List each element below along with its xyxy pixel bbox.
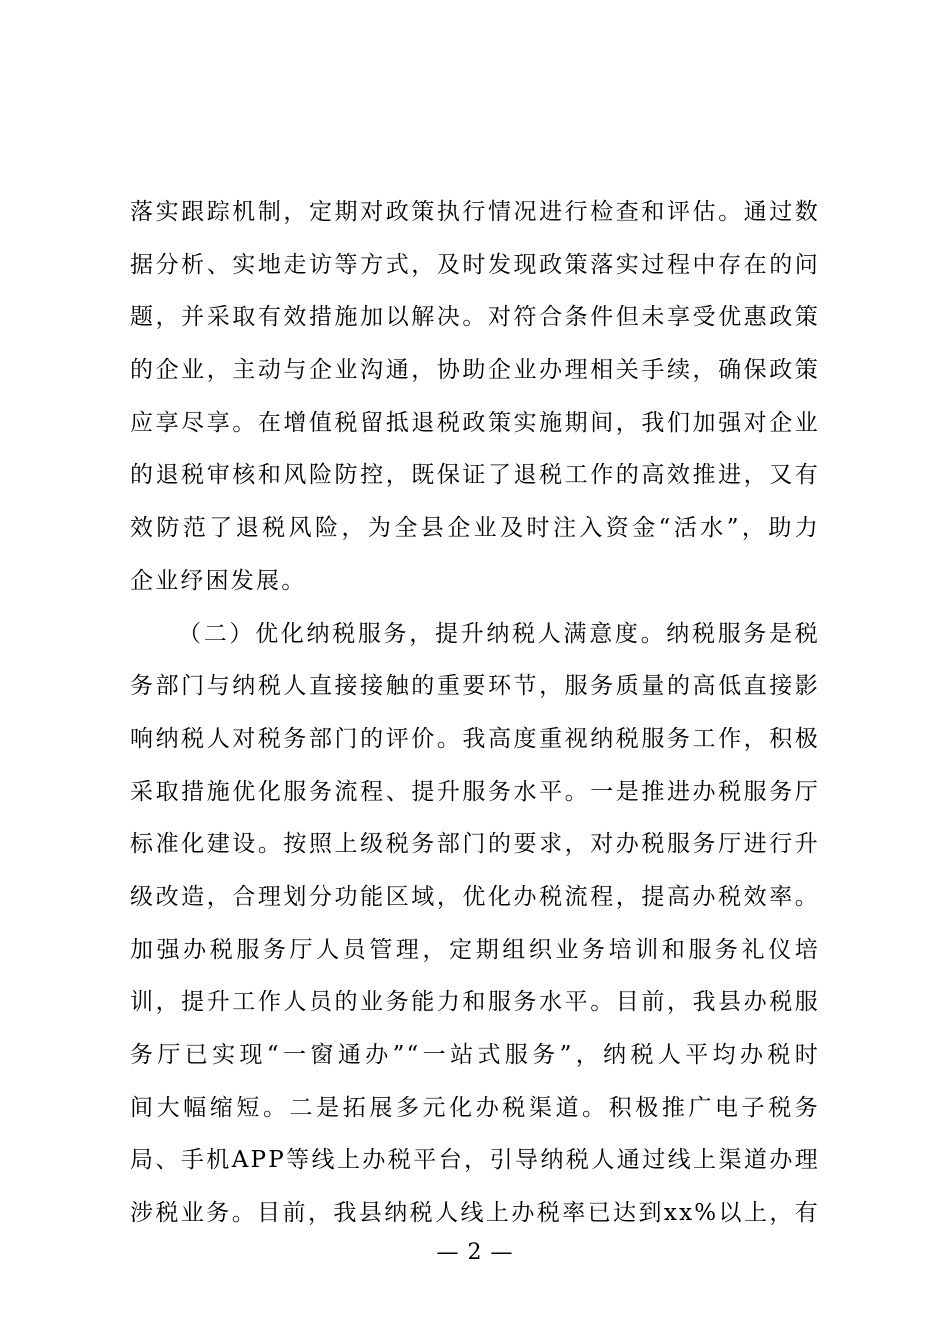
text-line: 加强办税服务厅人员管理，定期组织业务培训和服务礼仪培 bbox=[130, 936, 820, 963]
text-line: 务部门与纳税人直接接触的重要环节，服务质量的高低直接影 bbox=[130, 673, 820, 700]
text-line: 落实跟踪机制，定期对政策执行情况进行检查和评估。通过数 bbox=[130, 199, 820, 225]
text-line: 务厅已实现“一窗通办”“一站式服务”，纳税人平均办税时 bbox=[130, 1042, 820, 1068]
text-line: 响纳税人对税务部门的评价。我高度重视纳税服务工作，积极 bbox=[130, 725, 820, 752]
text-line: 据分析、实地走访等方式，及时发现政策落实过程中存在的问 bbox=[130, 251, 820, 278]
text-line: 间大幅缩短。二是拓展多元化办税渠道。积极推广电子税务 bbox=[130, 1094, 820, 1121]
text-line: 应享尽享。在增值税留抵退税政策实施期间，我们加强对企业 bbox=[130, 409, 820, 436]
text-line: 的企业，主动与企业沟通，协助企业办理相关手续，确保政策 bbox=[130, 357, 820, 384]
text-line: 标准化建设。按照上级税务部门的要求，对办税服务厅进行升 bbox=[130, 831, 820, 858]
text-line: 企业纾困发展。 bbox=[130, 567, 307, 594]
text-line: 的退税审核和风险防控，既保证了退税工作的高效推进，又有 bbox=[130, 462, 820, 489]
text-line: 级改造，合理划分功能区域，优化办税流程，提高办税效率。 bbox=[130, 883, 820, 910]
text-line: 局、手机APP等线上办税平台，引导纳税人通过线上渠道办理 bbox=[130, 1147, 820, 1174]
section-heading-line: （二）优化纳税服务，提升纳税人满意度。纳税服务是税 bbox=[178, 620, 820, 647]
body-text bbox=[130, 186, 820, 1240]
page-number: — 2 — bbox=[436, 1240, 514, 1265]
text-line: 涉税业务。目前，我县纳税人线上办税率已达到xx%以上，有 bbox=[130, 1200, 820, 1227]
text-line: 题，并采取有效措施加以解决。对符合条件但未享受优惠政策 bbox=[130, 304, 820, 331]
text-line: 采取措施优化服务流程、提升服务水平。一是推进办税服务厅 bbox=[130, 778, 820, 805]
text-line: 效防范了退税风险，为全县企业及时注入资金“活水”，助力 bbox=[130, 515, 820, 542]
text-line: 训，提升工作人员的业务能力和服务水平。目前，我县办税服 bbox=[130, 989, 820, 1016]
